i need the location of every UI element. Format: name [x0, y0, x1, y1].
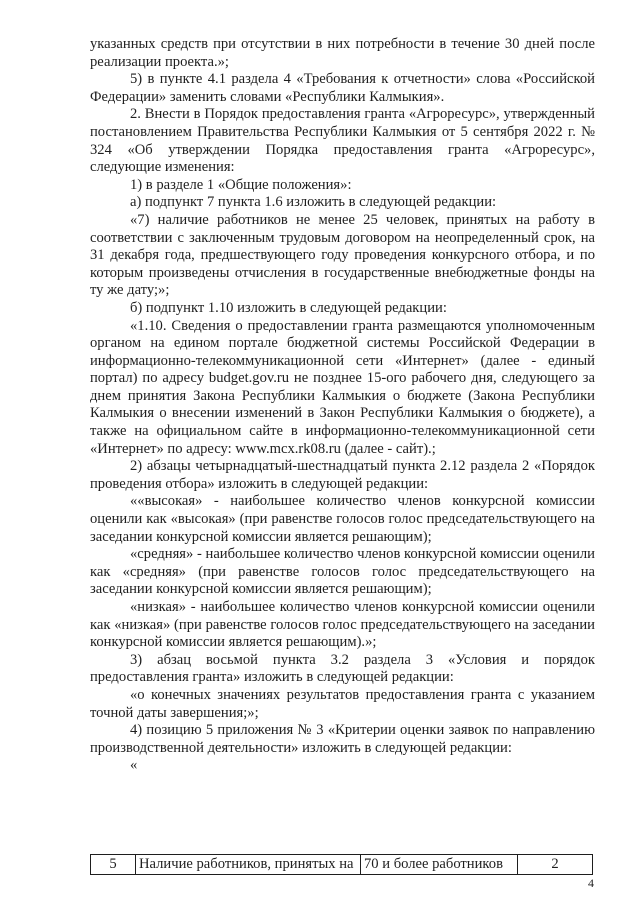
- paragraph: а) подпункт 7 пункта 1.6 изложить в следующей редакции:: [130, 194, 497, 211]
- table-row: [91, 855, 593, 875]
- paragraph: 5) в пункте 4.1 раздела 4 «Требования к отчетности» слова «Российской Федерации» заменить словами «Республики Калмыкия».: [90, 71, 595, 105]
- criterion-cell: Наличие работников, принятых на: [136, 855, 361, 875]
- criteria-table: [90, 854, 593, 875]
- paragraph: 1) в разделе 1 «Общие положения»:: [130, 176, 352, 193]
- paragraph: «о конечных значениях результатов предоставления гранта с указанием точной даты завершения;»;: [90, 686, 595, 721]
- paragraph: 2) абзацы четырнадцатый-шестнадцатый пункта 2.12 раздела 2 «Порядок проведения отбора» изложить в следующей редакции:: [90, 458, 595, 492]
- paragraph: «средняя» - наибольшее количество членов конкурсной комиссии оценили как «средняя» (при равенстве голосов голос председательствующего на заседании конкурсной комиссии является решающим);: [90, 546, 595, 598]
- document-body: [90, 36, 595, 775]
- paragraph: 3) абзац восьмой пункта 3.2 раздела 3 «Условия и порядок предоставления гранта» изложить в следующей редакции:: [90, 651, 595, 686]
- paragraph: «1.10. Сведения о предоставлении гранта размещаются уполномоченным органом на едином портале бюджетной системы Российской Федерации в информационно-телекоммуникационной сети «Интернет» (далее - единый портал) по адресу budget.gov.ru не позднее 15-ого рабочего дня, следующего за днем принятия Закона Республики Калмыкия о бюджете (Закона Республики Калмыкия о внесении изменений в Закон Республики Калмыкия о бюджете), а также на официальном сайте в информационно-телекоммуникационной сети «Интернет» по адресу: www.mcx.rk08.ru (далее - сайт).;: [90, 317, 595, 457]
- row-number: 5: [91, 855, 136, 875]
- paragraph: «7) наличие работников не менее 25 человек, принятых на работу в соответствии с заключенным трудовым договором на неопределенный срок, на 31 декабря года, предшествующего году проведения конкурсного отбора, и по которым произведены отчисления в государственные внебюджетные фонды на ту же дату;»;: [90, 211, 595, 299]
- paragraph: «низкая» - наибольшее количество членов конкурсной комиссии оценили как «низкая» (при равенстве голосов голос председательствующего на заседании конкурсной комиссии является решающим).»;: [90, 599, 595, 651]
- paragraph: 4) позицию 5 приложения № 3 «Критерии оценки заявок по направлению производственной деятельности» изложить в следующей редакции:: [90, 722, 595, 756]
- paragraph: б) подпункт 1.10 изложить в следующей редакции:: [130, 299, 447, 316]
- paragraph: указанных средств при отсутствии в них потребности в течение 30 дней после реализации проекта.»;: [90, 36, 595, 70]
- value-cell: 70 и более работников: [361, 855, 518, 875]
- score-cell: 2: [518, 855, 593, 875]
- paragraph: 2. Внести в Порядок предоставления гранта «Агроресурс», утвержденный постановлением Правительства Республики Калмыкия от 5 сентября 2022 г. № 324 «Об утверждении Порядка предоставления гранта «Агроресурс», следующие изменения:: [90, 106, 595, 176]
- opening-quote: «: [130, 757, 138, 774]
- paragraph: ««высокая» - наибольшее количество членов конкурсной комиссии оценили как «высокая» (при равенстве голосов голос председательствующего на заседании конкурсной комиссии является решающим);: [90, 493, 595, 545]
- page-number: 4: [588, 876, 594, 890]
